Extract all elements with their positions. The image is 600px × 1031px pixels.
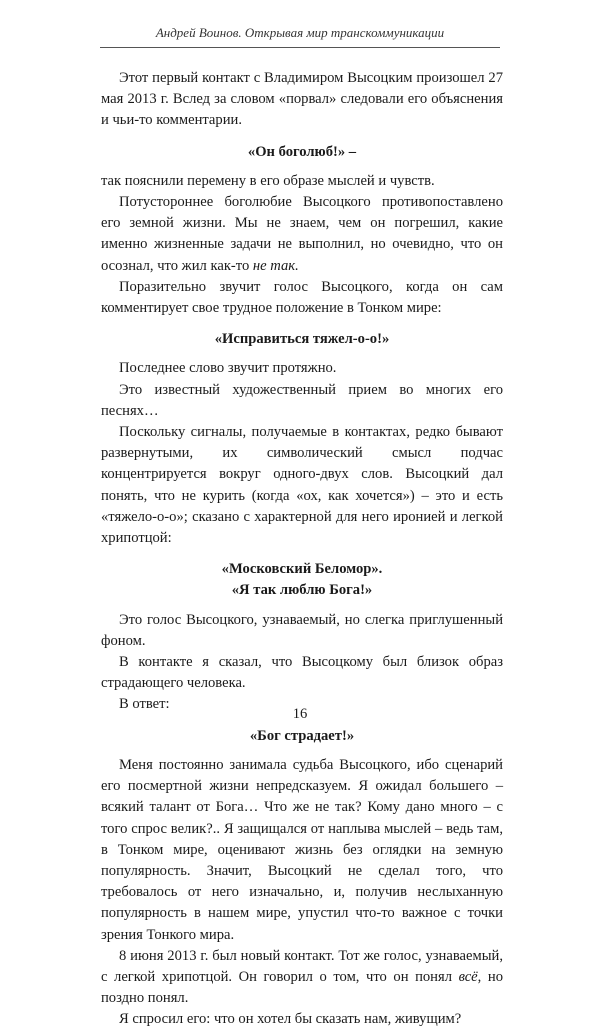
paragraph: Последнее слово звучит протяжно. [119, 360, 337, 377]
quote-heading: «Исправиться тяжел-о-о!» [214, 331, 390, 348]
paragraph: В ответ: [119, 696, 170, 713]
paragraph: Я спросил его: что он хотел бы сказать нам, живущим? [119, 1011, 462, 1028]
italic-word: всё [458, 968, 478, 985]
paragraph: Это голос Высоцкого, узнаваемый, но слегка приглушенный фоном. [101, 611, 503, 649]
quote-heading [101, 559, 503, 601]
running-header: Андрей Воинов. Открывая мир транскоммуникации [100, 25, 500, 48]
paragraph: так пояснили перемену в его образе мыслей и чувств. [101, 172, 435, 189]
quote-line: «Московский Беломор». [221, 561, 383, 578]
paragraph: Меня постоянно занимала судьба Высоцкого, ибо сценарий его посмертной жизни непредсказуем. Я ожидал большего – всякий талант от Бога… Что же не так? Кому дано много – с того спрос велик?.. Я защищался от наплыва мыслей – ведь там, в Тонком мире, оценивают жизнь без оглядки на земную популярность. Значит, Высоцкий не сделал того, что требовалось от него изначально, и, получив неслыханную популярность в нашем мире, упустил что-то важное с точки зрения Тонкого мира. [101, 756, 503, 943]
paragraph-text: 8 июня 2013 г. был новый контакт. Тот же голос, узнаваемый, с легкой хрипотцой. Он говорил о том, что он понял [101, 947, 503, 985]
quote-heading: «Он боголюб!» – [247, 143, 357, 160]
paragraph: Это известный художественный прием во многих его песнях… [101, 381, 503, 419]
paragraph: Поразительно звучит голос Высоцкого, когда он сам комментирует свое трудное положение в Тонком мире: [101, 278, 503, 317]
paragraph-text: , но поздно понял. [101, 968, 503, 1007]
italic-phrase: не так. [252, 257, 299, 274]
paragraph [101, 192, 503, 277]
paragraph: Поскольку сигналы, получаемые в контактах, редко бывают развернутыми, их символический смысл подчас концентрируется вокруг одного-двух слов. Высоцкий дал понять, что не курить (когда «ох, как хочется») – это и есть «тяжело-о-о»; сказано с характерной для него иронией и легкой хрипотцой: [101, 424, 503, 547]
paragraph: Этот первый контакт с Владимиром Высоцким произошел 27 мая 2013 г. Вслед за словом «порвал» следовали его объяснения и чьи-то комментарии. [101, 70, 503, 129]
paragraph-text: Потустороннее боголюбие Высоцкого противопоставлено его земной жизни. Мы не знаем, чем он погрешил, какие именно жизненные задачи не выполнил, но очевидно, что он осознал, что жил как-то [101, 194, 503, 274]
body-text [101, 68, 503, 1031]
quote-heading: «Бог страдает!» [249, 727, 355, 744]
paragraph [101, 946, 503, 1010]
paragraph: В контакте я сказал, что Высоцкому был близок образ страдающего человека. [101, 654, 503, 692]
quote-line: «Я так люблю Бога!» [231, 582, 373, 599]
page-number: 16 [292, 706, 308, 722]
